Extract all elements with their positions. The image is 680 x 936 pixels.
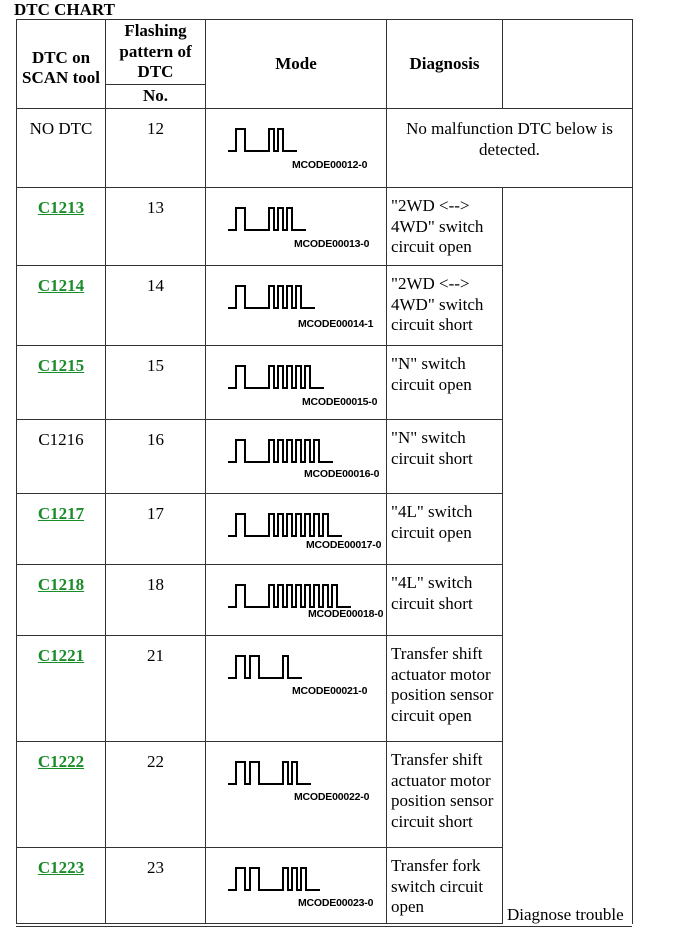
flash-pattern-graphic	[228, 652, 304, 682]
dtc-code-cell	[17, 109, 106, 188]
dtc-code-link[interactable]: C1218	[37, 575, 85, 594]
flash-pattern-waveform	[228, 208, 306, 230]
flash-pattern-graphic	[228, 758, 313, 788]
dtc-code-link[interactable]: C1221	[37, 646, 85, 665]
mode-code-label: MCODE00013-0	[294, 238, 370, 250]
mode-code-label: MCODE00012-0	[292, 159, 368, 171]
mode-pattern-cell	[206, 848, 387, 924]
flash-pattern-graphic	[228, 204, 308, 234]
flash-pattern-graphic	[228, 282, 317, 312]
dtc-code-cell[interactable]	[17, 636, 106, 742]
dtc-code-cell[interactable]	[17, 266, 106, 346]
mode-pattern-cell	[206, 494, 387, 565]
flash-number-cell: 16	[106, 420, 206, 494]
header-dtc: DTC on SCAN tool	[17, 20, 106, 109]
header-blank	[503, 20, 633, 109]
mode-pattern-cell	[206, 346, 387, 420]
flash-pattern-waveform	[228, 129, 297, 151]
mode-pattern-cell	[206, 188, 387, 266]
dtc-code-cell[interactable]	[17, 565, 106, 636]
flash-number-cell: 15	[106, 346, 206, 420]
dtc-code-cell	[17, 420, 106, 494]
flash-number-cell: 14	[106, 266, 206, 346]
flash-pattern-waveform	[228, 366, 324, 388]
dtc-code-text: C1216	[38, 430, 84, 449]
page-title: DTC CHART	[14, 0, 115, 19]
flash-pattern-graphic	[228, 125, 299, 155]
diagnosis-cell: "2WD <--> 4WD" switch circuit short	[387, 266, 503, 346]
flash-number-cell: 21	[106, 636, 206, 742]
mode-code-label: MCODE00014-1	[298, 318, 374, 330]
flash-pattern-waveform	[228, 868, 320, 890]
diagnosis-cell: Transfer shift actuator motor position sensor circuit open	[387, 636, 503, 742]
dtc-code-link[interactable]: C1222	[37, 752, 85, 771]
mode-code-label: MCODE00016-0	[304, 468, 380, 480]
side-note-cell	[503, 188, 633, 924]
header-flashing: Flashing pattern of DTC	[106, 20, 206, 85]
side-note-text: Diagnose trouble	[507, 905, 624, 924]
flash-pattern-waveform	[228, 440, 333, 462]
mode-code-label: MCODE00021-0	[292, 685, 368, 697]
mode-pattern-cell	[206, 565, 387, 636]
flash-number-cell: 17	[106, 494, 206, 565]
flash-pattern-waveform	[228, 514, 342, 536]
dtc-code-text: NO DTC	[29, 119, 93, 138]
diagnosis-cell: "2WD <--> 4WD" switch circuit open	[387, 188, 503, 266]
diagnosis-cell: "4L" switch circuit open	[387, 494, 503, 565]
dtc-code-cell[interactable]	[17, 346, 106, 420]
flash-number-cell: 18	[106, 565, 206, 636]
mode-pattern-cell	[206, 109, 387, 188]
mode-code-label: MCODE00022-0	[294, 791, 370, 803]
dtc-code-link[interactable]: C1214	[37, 276, 85, 295]
table-row	[17, 109, 633, 188]
dtc-code-link[interactable]: C1215	[37, 356, 85, 375]
dtc-code-cell[interactable]	[17, 742, 106, 848]
dtc-chart-table	[16, 19, 633, 924]
diagnosis-cell: No malfunction DTC below is detected.	[387, 109, 633, 188]
diagnosis-cell: Transfer shift actuator motor position sensor circuit short	[387, 742, 503, 848]
flash-number-cell: 12	[106, 109, 206, 188]
flash-pattern-graphic	[228, 362, 326, 392]
dtc-code-cell[interactable]	[17, 188, 106, 266]
mode-code-label: MCODE00018-0	[308, 608, 384, 620]
table-row	[17, 188, 633, 266]
diagnosis-cell: "N" switch circuit short	[387, 420, 503, 494]
dtc-code-link[interactable]: C1223	[37, 858, 85, 877]
diagnosis-cell: "N" switch circuit open	[387, 346, 503, 420]
header-diagnosis: Diagnosis	[387, 20, 503, 109]
flash-pattern-graphic	[228, 436, 335, 466]
mode-pattern-cell	[206, 636, 387, 742]
flash-pattern-waveform	[228, 762, 311, 784]
mode-code-label: MCODE00015-0	[302, 396, 378, 408]
header-no: No.	[106, 85, 206, 109]
dtc-code-link[interactable]: C1217	[37, 504, 85, 523]
mode-pattern-cell	[206, 742, 387, 848]
flash-number-cell: 13	[106, 188, 206, 266]
mode-code-label: MCODE00017-0	[306, 539, 382, 551]
flash-number-cell: 22	[106, 742, 206, 848]
mode-pattern-cell	[206, 420, 387, 494]
flash-number-cell: 23	[106, 848, 206, 924]
header-mode: Mode	[206, 20, 387, 109]
flash-pattern-waveform	[228, 286, 315, 308]
table-bottom-border	[16, 926, 632, 927]
diagnosis-cell: Transfer fork switch circuit open	[387, 848, 503, 924]
mode-code-label: MCODE00023-0	[298, 897, 374, 909]
flash-pattern-graphic	[228, 864, 322, 894]
mode-pattern-cell	[206, 266, 387, 346]
dtc-code-link[interactable]: C1213	[37, 198, 85, 217]
flash-pattern-waveform	[228, 656, 302, 678]
diagnosis-cell: "4L" switch circuit short	[387, 565, 503, 636]
dtc-code-cell[interactable]	[17, 848, 106, 924]
dtc-code-cell[interactable]	[17, 494, 106, 565]
